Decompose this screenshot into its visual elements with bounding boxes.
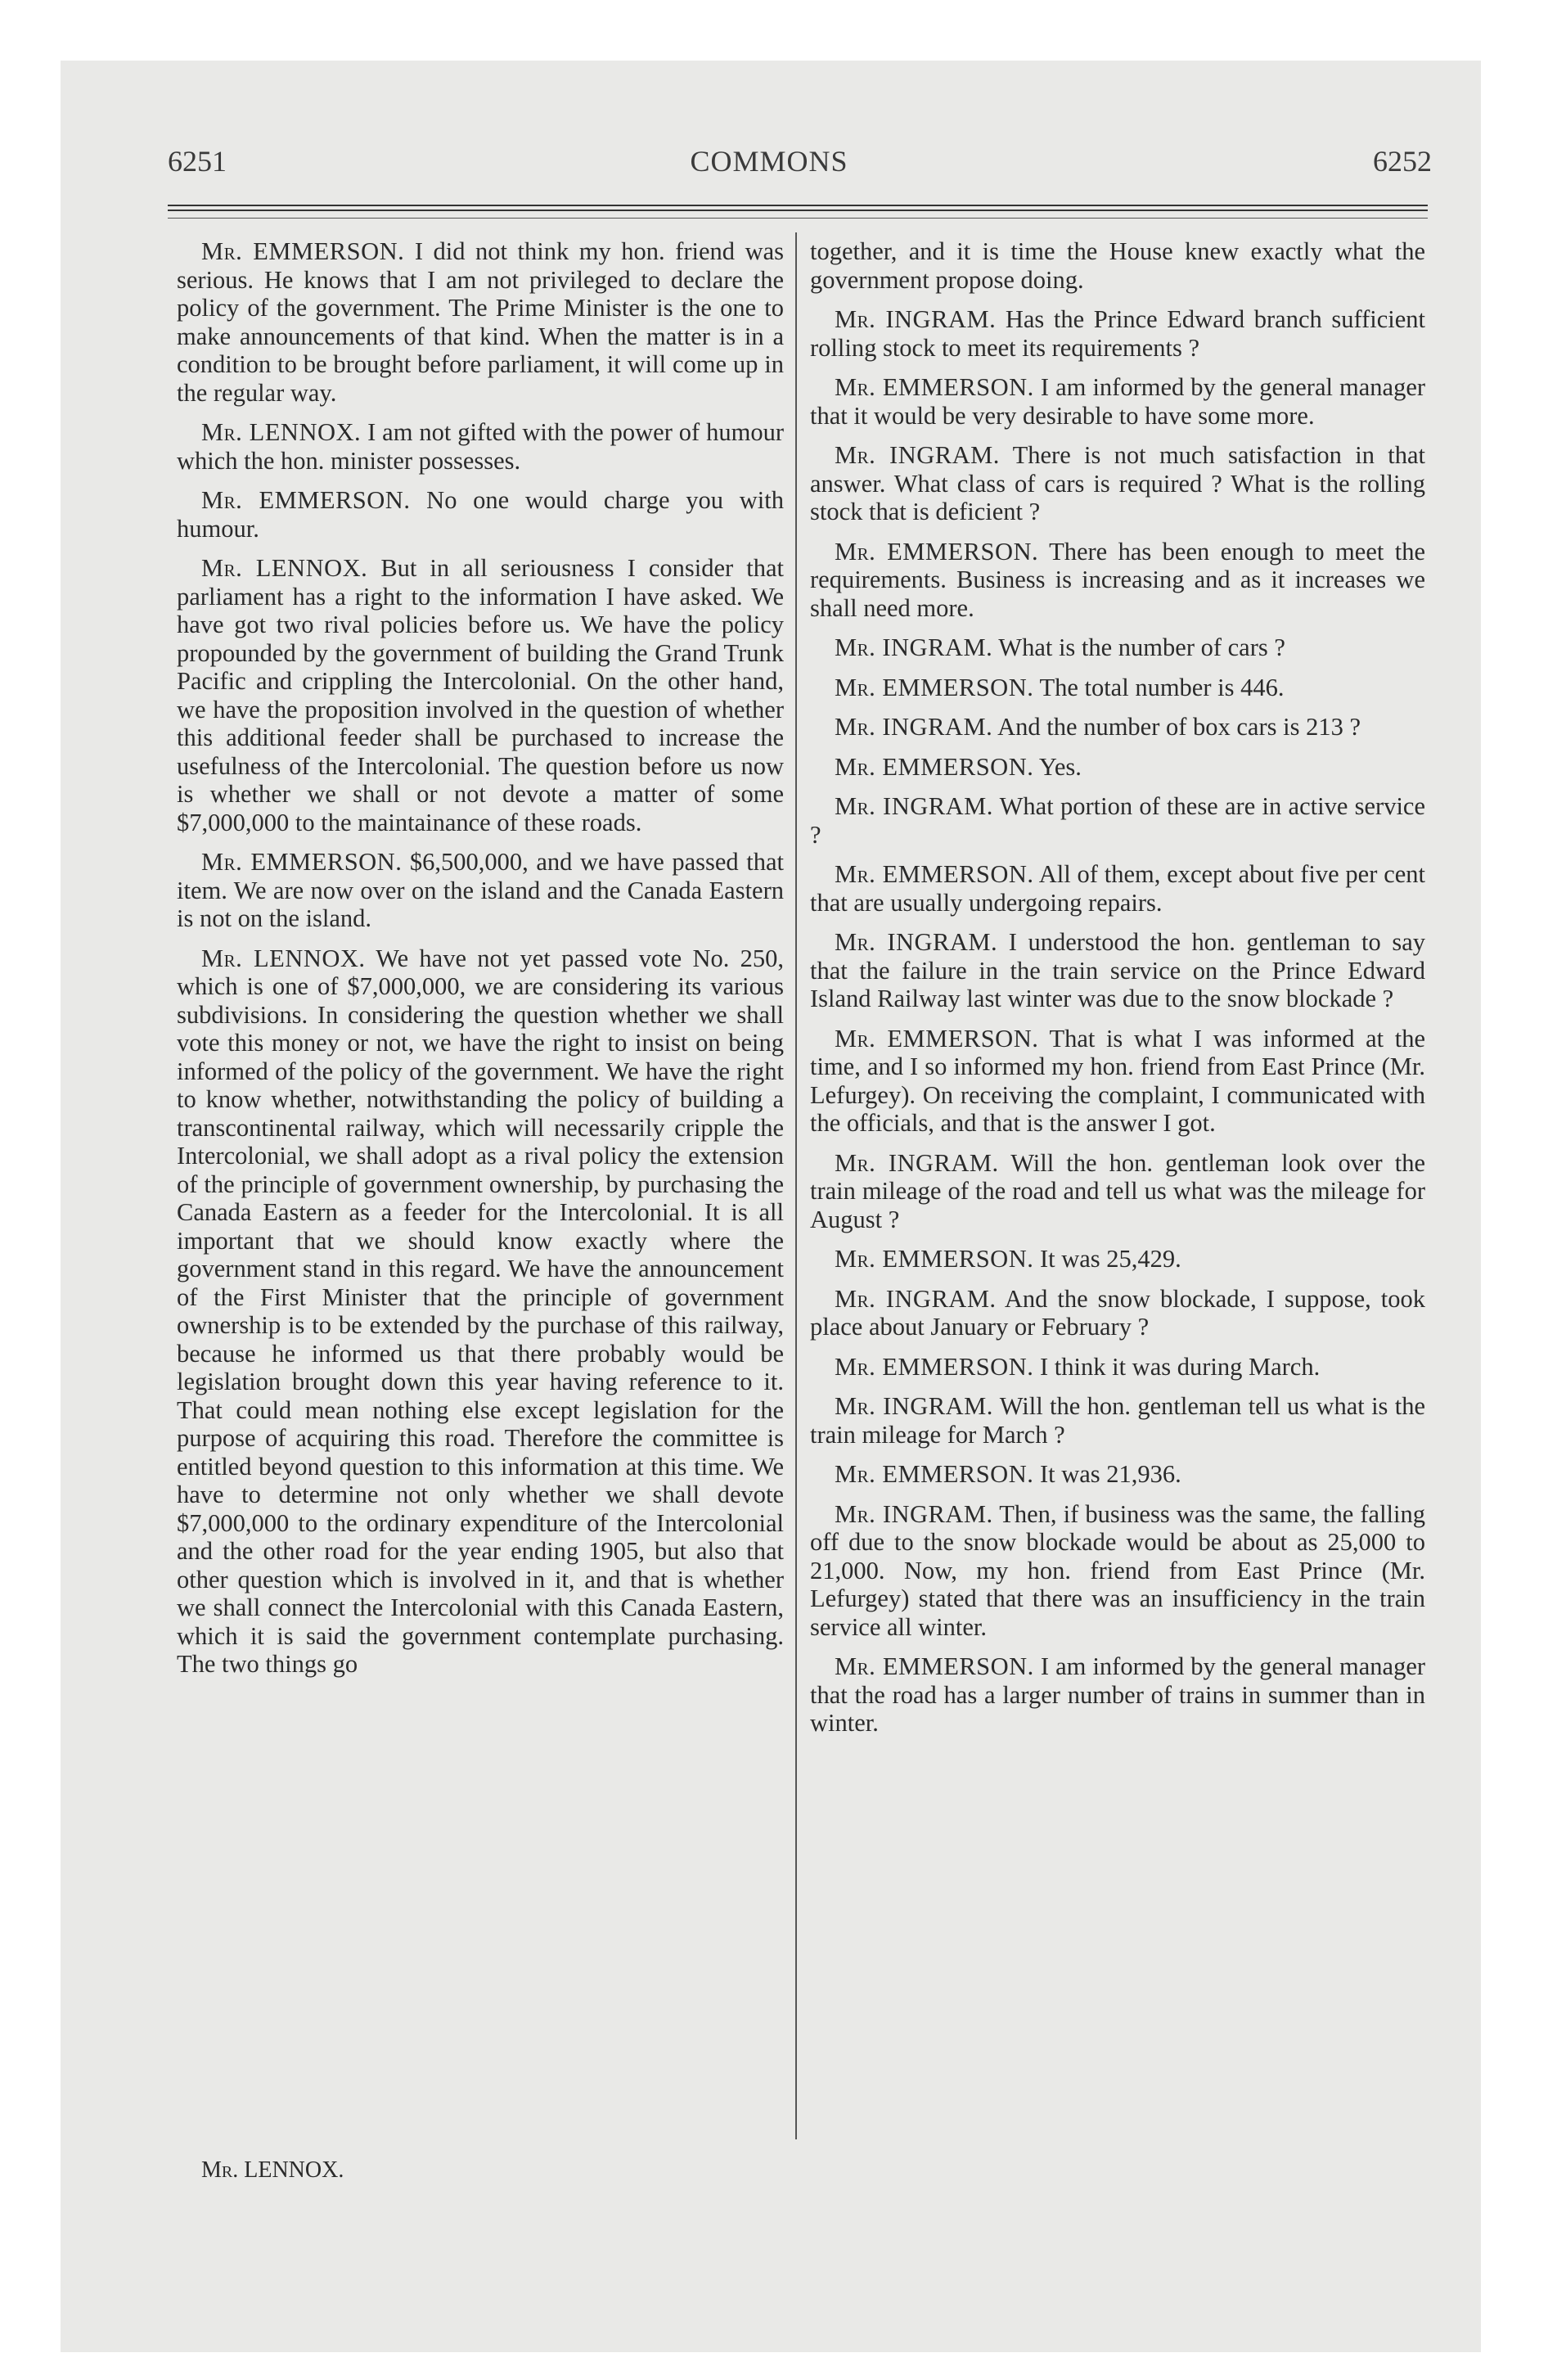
speaker-name: Mr. INGRAM. [835, 792, 993, 820]
speech-paragraph [810, 1025, 1425, 1138]
speech-text: There has been enough to meet the requirements. Business is increasing and as it increases we shall need more. [810, 537, 1426, 622]
speaker-name: Mr. EMMERSON. [201, 237, 405, 265]
speech-text: Will the hon. gentleman tell us what is the train mileage for March ? [810, 1392, 1426, 1449]
speech-paragraph [177, 944, 784, 1679]
speech-paragraph [810, 373, 1425, 430]
speech-text: I am informed by the general manager that the road has a larger number of trains in summer than in winter. [810, 1652, 1426, 1737]
speaker-name: Mr. EMMERSON. [835, 1024, 1039, 1053]
speech-paragraph [810, 633, 1425, 662]
speech-text: The total number is 446. [1039, 673, 1285, 701]
speech-text: That is what I was informed at the time, and I so informed my hon. friend from East Prince (Mr. Lefurgey). On receiving the complaint, I communicated with the officials, and that is the answer I got. [810, 1024, 1425, 1137]
speech-text: All of them, except about five per cent that are usually undergoing repairs. [810, 860, 1426, 917]
speech-continuation [810, 237, 1425, 294]
speaker-name: Mr. INGRAM. [835, 1148, 999, 1177]
speaker-name: Mr. INGRAM. [835, 305, 997, 333]
speech-text: It was 25,429. [1039, 1245, 1181, 1273]
speaker-name: Mr. INGRAM. [835, 928, 998, 956]
speech-text: I did not think my hon. friend was serious. He knows that I am not privileged to declare the policy of the government. The Prime Minister is the one to make announcements of that kind. When the matter is in a condition to be brought before parliament, it will come up in the regular way. [177, 237, 785, 407]
speech-paragraph [177, 848, 784, 933]
header-rule [168, 205, 1428, 211]
speaker-name: Mr. EMMERSON. [201, 486, 411, 514]
page-header [106, 144, 1432, 185]
speech-text: What is the number of cars ? [998, 633, 1285, 661]
left-column [177, 237, 784, 1690]
speech-text: And the number of box cars is 213 ? [997, 713, 1361, 741]
speaker-name: Mr. INGRAM. [835, 1392, 993, 1420]
header-rule-thin [168, 218, 1428, 219]
speech-paragraph [810, 538, 1425, 623]
speech-text: What portion of these are in active service ? [810, 792, 1426, 849]
speech-paragraph [810, 1353, 1425, 1382]
speaker-name: Mr. INGRAM. [835, 713, 993, 741]
speech-text: I am informed by the general manager that it would be very desirable to have some more. [810, 373, 1426, 430]
speaker-name: Mr. LENNOX. [201, 944, 366, 972]
speech-paragraph [810, 1245, 1425, 1273]
speech-paragraph [810, 1149, 1425, 1234]
speaker-name: Mr. INGRAM. [835, 1284, 997, 1313]
speaker-name: Mr. EMMERSON. [835, 1652, 1034, 1680]
speech-paragraph [177, 554, 784, 836]
speech-text: together, and it is time the House knew exactly what the government propose doing. [810, 237, 1425, 294]
speech-text: Will the hon. gentleman look over the train mileage of the road and tell us what was the mileage for August ? [810, 1148, 1425, 1233]
page-number-left: 6251 [168, 145, 227, 178]
speech-paragraph [810, 860, 1425, 917]
speech-text: No one would charge you with humour. [177, 486, 784, 543]
speaker-name: Mr. INGRAM. [835, 633, 993, 661]
speaker-name: Mr. EMMERSON. [835, 537, 1039, 566]
speaker-name: Mr. EMMERSON. [835, 752, 1034, 781]
speech-paragraph [177, 486, 784, 543]
speech-paragraph [810, 1285, 1425, 1341]
speech-text: And the snow blockade, I suppose, took place about January or February ? [810, 1284, 1425, 1341]
speech-text: I understood the hon. gentleman to say that the failure in the train service on the Prince Edward Island Railway last winter was due to the snow blockade ? [810, 928, 1426, 1012]
page-title: COMMONS [690, 145, 848, 178]
speech-paragraph [810, 928, 1425, 1013]
footer-speaker-name: Mr. LENNOX. [201, 2157, 344, 2183]
speech-text: $6,500,000, and we have passed that item. We are now over on the island and the Canada Eastern is not on the island. [177, 848, 784, 932]
speech-paragraph [810, 1460, 1425, 1489]
speaker-name: Mr. EMMERSON. [835, 1460, 1034, 1488]
page-number-right: 6252 [1373, 145, 1432, 178]
speech-text: I think it was during March. [1039, 1352, 1321, 1381]
speech-text: We have not yet passed vote No. 250, which is one of $7,000,000, we are considering its various subdivisions. In considering the question whether we shall vote this money or not, we have the right to insist on being informed of the policy of the government. We have the right to know whether, notwithstanding the policy of building a transcontinental railway, which will necessarily cripple the Intercolonial, we shall adopt as a rival policy the extension of the principle of government ownership, by purchasing the Canada Eastern as a feeder for the Intercolonial. It is all important that we should know exactly where the government stand in this regard. We have the announcement of the First Minister that the principle of government ownership is to be extended by the purchase of this railway, because he informed us that there probably would be legislation brought down this year having reference to it. That could mean nothing else except legislation for the purpose of acquiring this road. Therefore the committee is entitled beyond question to this information at this time. We have to determine not only whether we shall devote $7,000,000 to the ordinary expenditure of the Intercolonial and the other road for the year ending 1905, but also that other question which is involved in it, and that is whether we shall connect the Intercolonial with this Canada Eastern, which it is said the government contemplate purchasing. The two things go [177, 944, 785, 1678]
speech-text: It was 21,936. [1039, 1460, 1181, 1488]
speech-paragraph [810, 305, 1425, 362]
speech-paragraph [810, 441, 1425, 526]
right-column [810, 237, 1425, 1749]
speech-text: Then, if business was the same, the falling off due to the snow blockade would be about as 25,000 to 21,000. Now, my hon. friend from East Prince (Mr. Lefurgey) stated that there was an insufficiency in the train service all winter. [810, 1499, 1425, 1641]
speech-paragraph [810, 674, 1425, 702]
speaker-name: Mr. LENNOX. [201, 418, 362, 446]
speech-paragraph [810, 1392, 1425, 1449]
speech-paragraph [810, 1652, 1425, 1738]
speaker-name: Mr. INGRAM. [835, 1499, 993, 1528]
speaker-name: Mr. EMMERSON. [835, 860, 1034, 888]
speaker-name: Mr. EMMERSON. [835, 673, 1034, 701]
speaker-name: Mr. EMMERSON. [201, 848, 403, 876]
speaker-name: Mr. EMMERSON. [835, 1245, 1034, 1273]
speech-text: Yes. [1038, 752, 1082, 781]
speech-paragraph [810, 753, 1425, 782]
speech-text: There is not much satisfaction in that answer. What class of cars is required ? What is the rolling stock that is deficient ? [810, 441, 1425, 525]
speech-text: Has the Prince Edward branch sufficient rolling stock to meet its requirements ? [810, 305, 1426, 362]
speech-paragraph [810, 713, 1425, 741]
speech-paragraph [810, 792, 1425, 849]
speaker-name: Mr. EMMERSON. [835, 1352, 1034, 1381]
column-divider [795, 232, 797, 2139]
speech-text: I am not gifted with the power of humour which the hon. minister possesses. [177, 418, 784, 475]
speaker-name: Mr. LENNOX. [201, 554, 368, 582]
speech-paragraph [810, 1500, 1425, 1642]
speech-paragraph [177, 418, 784, 475]
speaker-name: Mr. EMMERSON. [835, 373, 1034, 401]
speech-text: But in all seriousness I consider that parliament has a right to the information I have asked. We have got two rival policies before us. We have the policy propounded by the government of building the Grand Trunk Pacific and crippling the Intercolonial. On the other hand, we have the proposition involved in the question of whether this additional feeder shall be purchased to increase the usefulness of the Intercolonial. The question before us now is whether we shall or not devote a matter of some $7,000,000 to the maintainance of these roads. [177, 554, 784, 836]
speaker-name: Mr. INGRAM. [835, 441, 1000, 469]
speech-paragraph [177, 237, 784, 407]
